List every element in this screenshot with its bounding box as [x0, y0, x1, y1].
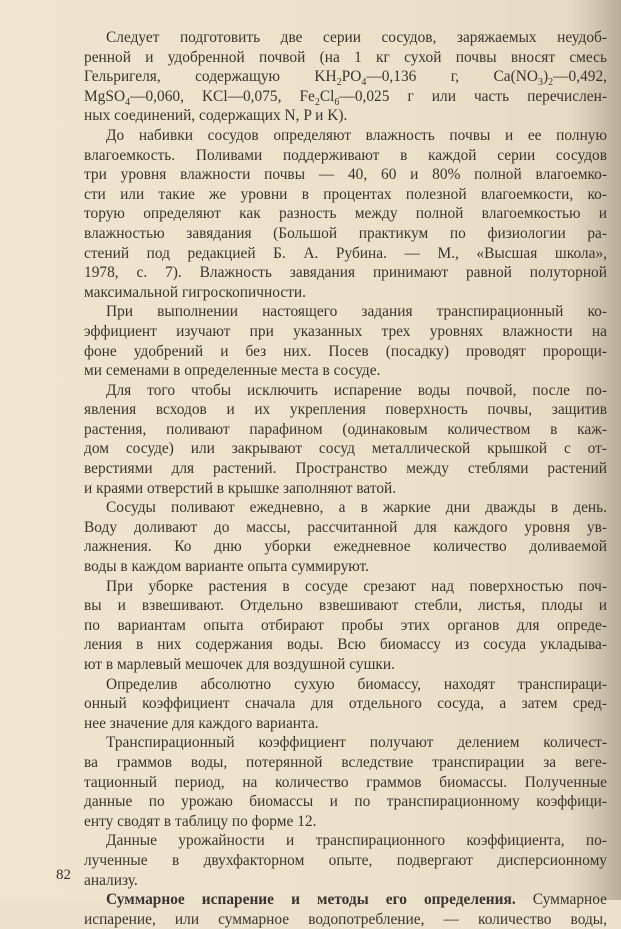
- text-line: ми семенами в определенные места в сосуде.: [84, 362, 381, 380]
- text-line: 1978, с. 7). Влажность завядания принимают равной полуторной: [84, 264, 607, 282]
- text-line: онный коэффициент сначала для отдельного сосуда, а затем сред-: [84, 695, 607, 713]
- text-line: ренной и удобренной почвой (на 1 кг сухой почвы вносят смесь: [84, 48, 607, 66]
- text-line: анализу.: [84, 871, 138, 889]
- text-line: Определив абсолютно сухую биомассу, находят транспираци-: [106, 675, 607, 693]
- text-line: При уборке растения в сосуде срезают над поверхностью поч-: [106, 577, 607, 595]
- text-line: дом сосуде) или закрывают сосуд металлической крышкой с от-: [84, 440, 607, 458]
- paragraph: [62, 498, 607, 576]
- text-line: енту сводят в таблицу по форме 12.: [84, 812, 317, 830]
- text-line: MgSO$_4$—0,060, KCl—0,075, $Fe_2Cl_6—0,025$ г или часть перечислен-: [84, 87, 607, 108]
- text-line: вы и взвешивают. Отдельно взвешивают стебли, листья, плоды и: [84, 597, 607, 615]
- paragraph: [62, 675, 607, 734]
- text-line: Транспирационный коэффициент получают делением количест-: [106, 734, 607, 752]
- text-line: стений под редакцией Б. А. Рубина. — М., «Высшая школа»,: [84, 244, 607, 262]
- paragraph: [62, 733, 607, 831]
- text-line: Воду доливают до массы, рассчитанной для каждого уровня ув-: [84, 518, 607, 536]
- paragraph: [62, 28, 607, 126]
- paragraph: [62, 302, 607, 380]
- text-line: данные по урожаю биомассы и по транспирационному коэффици-: [84, 793, 607, 811]
- text-line: торую определяют как разность между полной влагоемкостью и: [84, 205, 607, 223]
- paragraph: [62, 831, 607, 890]
- text-line: ных соединений, содержащих N, P и K).: [84, 107, 348, 125]
- final-paragraph-line-1-rest: Суммарное: [515, 891, 607, 909]
- paragraph: [62, 577, 607, 675]
- text-line: сти или такие же уровни в процентах полезной влагоемкости, ко-: [84, 185, 607, 203]
- text-line: эффициент изучают при указанных трех уровнях влажности на: [84, 322, 607, 340]
- paragraph: [62, 126, 607, 302]
- page-number: 82: [56, 867, 71, 883]
- text-line: Следует подготовить две серии сосудов, заряжаемых неудоб-: [106, 29, 607, 46]
- paragraph: [62, 381, 607, 499]
- text-line: Сосуды поливают ежедневно, а в жаркие дни дважды в день.: [106, 499, 607, 517]
- text-line: ва граммов воды, потерянной вследствие транспирации за веге-: [84, 753, 607, 771]
- text-line: Гельригеля, содержащую $KH_2PO_4—0,136$ г, $Ca(NO_3)_2—0,492$,: [84, 68, 607, 89]
- text-line: лученные в двухфакторном опыте, подвергают дисперсионному: [84, 851, 607, 869]
- text-line: воды в каждом варианте опыта суммируют.: [84, 558, 369, 576]
- text-line: Для того чтобы исключить испарение воды почвой, после по-: [106, 381, 607, 399]
- text-line: ления в них содержания воды. Всю биомассу из сосуда укладыва-: [84, 636, 607, 654]
- text-line: ют в марлевый мешочек для воздушной сушки.: [84, 656, 395, 673]
- text-body: [62, 28, 607, 890]
- text-line: максимальной гигроскопичности.: [84, 283, 306, 301]
- final-paragraph: [62, 890, 607, 929]
- text-line: явления всходов и их укрепления поверхность почвы, защитив: [84, 401, 607, 419]
- text-line: фоне удобрений и без них. Посев (посадку) проводят пророщи-: [84, 342, 607, 360]
- text-line: тационный период, на количество граммов биомассы. Полученные: [84, 773, 607, 791]
- text-line: До набивки сосудов определяют влажность почвы и ее полную: [106, 126, 607, 144]
- text-line: три уровня влажности почвы — 40, 60 и 80% полной влагоемко-: [84, 166, 607, 184]
- text-line: верстиями для растений. Пространство между стеблями растений: [84, 460, 607, 478]
- text-line: Данные урожайности и транспирационного коэффициента, по-: [106, 832, 607, 850]
- text-line: лажнения. Ко дню уборки ежедневное количество доливаемой: [84, 538, 607, 556]
- text-line: по вариантам опыта отбирают пробы этих органов для опреде-: [84, 616, 607, 634]
- final-paragraph-line-2: испарение, или суммарное водопотребление, — количество воды,: [84, 910, 607, 928]
- text-line: влажностью завядания (Большой практикум по физиологии ра-: [84, 224, 607, 242]
- text-line: и краями отверстий в крышке заполняют ватой.: [84, 479, 397, 497]
- text-line: растения, поливают парафином (одинаковым количеством в каж-: [84, 420, 607, 438]
- section-heading: Суммарное испарение и методы его определения.: [106, 891, 516, 909]
- text-line: При выполнении настоящего задания транспирационный ко-: [106, 303, 607, 321]
- text-line: нее значение для каждого варианта.: [84, 714, 319, 732]
- text-line: влагоемкость. Поливами поддерживают в каждой серии сосудов: [84, 146, 607, 164]
